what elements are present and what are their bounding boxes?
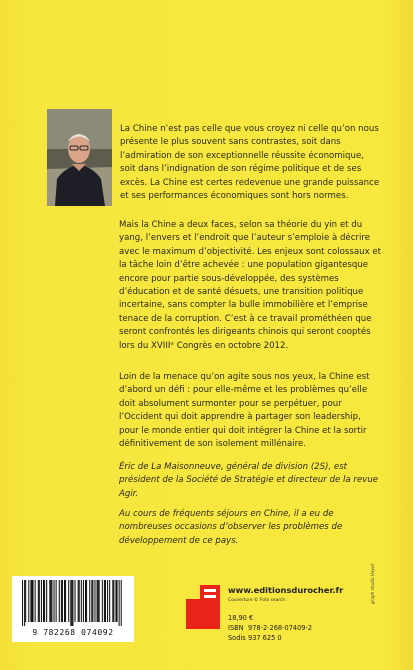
body-paragraph-2: Loin de la menace qu’on agite sous nos yeux, la Chine est d’abord un défi : pour elle-même et les problèmes qu’elle doit absolument surmonter pour se perpétuer, pour l’Occident qui doit apprendre à partager son leadership, pour le monde entier qui doit intégrer la Chine et la sortir définitivement de son isolement millénaire. [119,372,370,450]
isbn-row [228,624,312,632]
studio-credit: graph studio Hayot [370,563,375,604]
isbn-value: 978-2-268-07409-2 [248,624,313,632]
isbn-label: ISBN [228,624,244,632]
author-note: Au cours de fréquents séjours en Chine, il a eu de nombreuses occasions d’observer les problèmes de développement de ce pays. [119,509,343,546]
sodis-value: 937 625 0 [248,634,282,642]
publisher-logo [186,585,220,629]
author-bio [119,461,383,501]
sodis-row [228,634,282,642]
author-bio-rest: , général de division (2S), est président de la Société de Stratégie et directeur de la revue Agir. [119,462,379,499]
barcode-number: 9 782268 074092 [32,628,114,637]
author-name: Éric de La Maisonneuve [119,462,221,472]
body-paragraph-1: Mais la Chine a deux faces, selon sa théorie du yin et du yang, l’envers et l’endroit que l’auteur s’emploie à décrire avec le maximum d’objectivité. Les enjeux sont colossaux et la tâche loin d’être achevée : une population gigantesque encore pour partie sous-développée, des systèmes d’éducation et de santé désuets, une transition politique incertaine, sans compter la bulle immobilière et l’emprise tenace de la corruption. C’est à ce travail prométhéen que seront confrontés les dirigeants chinois qui seront cooptés lors du XVIIIᵉ Congrès en octobre 2012. [119,220,382,351]
intro-text: La Chine n’est pas celle que vous croyez ni celle qu’on nous présente le plus souvent sans contrastes, soit dans l’admiration de son exceptionnelle réussite économique, soit dans l’indignation de son régime politique et de ses excès. La Chine est certes redevenue une grande puissance et ses performances économiques sont hors normes. [120,124,380,202]
price: 18,90 € [228,614,254,622]
sodis-label: Sodis [228,634,246,642]
barcode [12,576,134,642]
barcode-bars [18,580,128,626]
author-photo [47,109,112,206]
publisher-website: www.editionsdurocher.fr [228,585,344,595]
cover-credit: Couverture © Foto search [228,598,286,603]
